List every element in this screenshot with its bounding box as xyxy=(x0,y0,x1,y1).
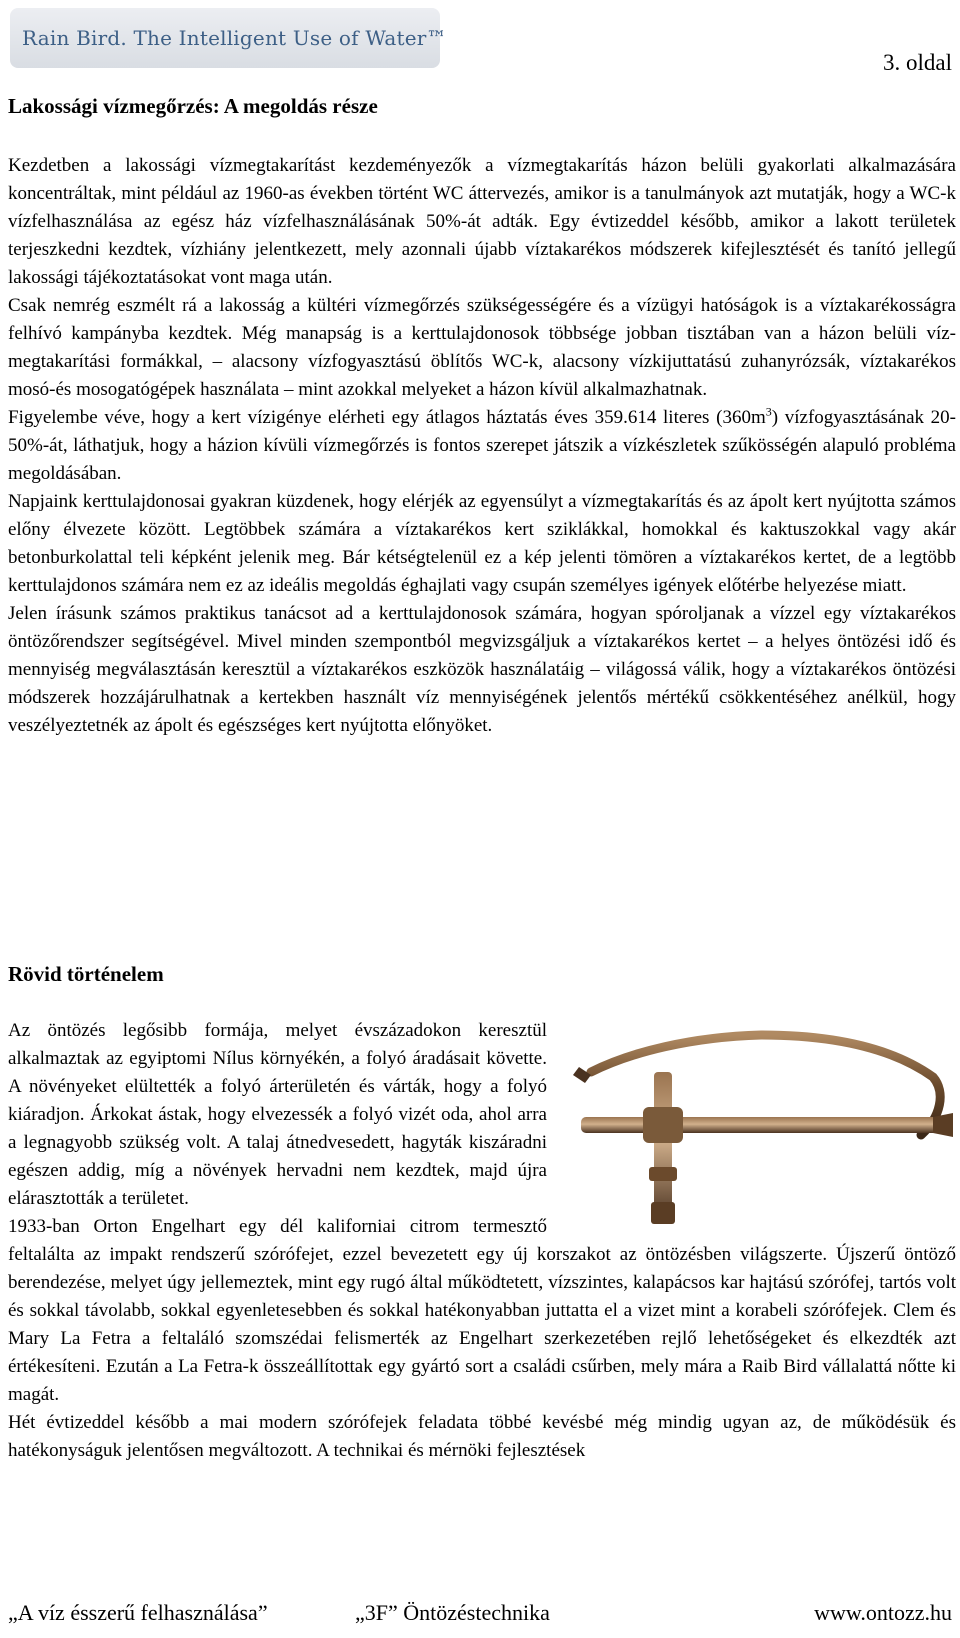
paragraph-text: Figyelembe véve, hogy a kert vízigénye elérheti egy átlagos háztatás éves 359.614 literes (360m xyxy=(8,407,766,428)
paragraph: Hét évtizeddel később a mai modern szórófejek feladata többé kevésbé még mindig ugyan az, de működésük és hatékonyságuk jelentősen megváltozott. A technikai és mérnöki fejlesztések xyxy=(8,1412,956,1461)
footer-center: „3F” Öntözéstechnika xyxy=(355,1600,550,1625)
paragraph: Az öntözés legősibb formája, melyet évszázadokon keresztül alkalmaztak az egyiptomi Nílus környékén, a folyó áradásait követte. A növényeket elültették a folyó árterületén és várták, hogy a folyó kiáradjon. Árkokat ástak, hogy elvezessék a folyó vizét oda, ahol arra a legnagyobb szükség volt. A talaj átnedvesedett, hagyták kiszáradni egészen addig, míg a növények hervadni nem kezdtek, majd újra elárasztották a területet. xyxy=(8,1020,547,1209)
impact-sprinkler-image xyxy=(561,1017,956,1232)
paragraph xyxy=(8,404,956,488)
paragraph: 1933-ban Orton Engelhart egy dél kaliforniai citrom termesztő feltalálta az impakt rendszerű szórófejet, ezzel bevezetett egy új korszakot az öntözésben világszerte. Újszerű öntöző berendezése, melyet úgy jellemeztek, mint egy rugó által működtetett, vízszintes, kalapácsos kar hajtású szórófej, tartós volt és sokkal távolabb, sokkal egyenletesebben és sokkal hatékonyabban juttatta el a vizet mint a korabeli szórófejek. Clem és Mary La Fetra a feltaláló szomszédai felismerték az Engelhart szerkezetében rejlő lehetőségeket és elkezdték azt értékesíteni. Ezután a La Fetra-k összeállítottak egy gyártó sort a családi csűrben, mely mára a Raib Bird vállalattá nőtte ki magát. xyxy=(8,1216,956,1405)
page-number: 3. oldal xyxy=(883,50,952,75)
footer-left: „A víz ésszerű felhasználása” xyxy=(8,1600,268,1625)
section-title: Rövid történelem xyxy=(8,962,164,986)
superscript: 3 xyxy=(765,404,772,419)
paragraph: Kezdetben a lakossági vízmegtakarítást kezdeményezők a vízmegtakarítás házon belüli gyakorlati alkalmazására koncentráltak, mint például az 1960-as években történt WC áttervezés, amikor is a tanulmányok azt mutatják, hogy a WC-k vízfelhasználása az egész ház vízfelhasználásának 50%-át adták. Egy évtizeddel később, amikor a lakott területek terjeszkedni kezdtek, vízhiány jelentkezett, mely azonnali újabb víztakarékos módszerek kifejlesztését és tanító jellegű lakossági tájékoztatásokat vont maga után. xyxy=(8,155,956,288)
page-footer xyxy=(0,1600,960,1630)
paragraph: Napjaink kerttulajdonosai gyakran küzdenek, hogy elérjék az egyensúlyt a vízmegtakarítás és az ápolt kert nyújtotta számos előny élvezete között. Legtöbbek számára a víztakarékos kert sziklákkal, homokkal és kaktuszokkal vagy akár betonburkolattal teli képként jelenik meg. Bár kétségtelenül ez a kép jelenti tömören a víztakarékos kertet, de a legtöbb kerttulajdonos számára nem ez az ideális megoldás éghajlati vagy csupán személyes igények előtérbe helyezése miatt. xyxy=(8,491,956,596)
paragraph-text: ) vízfogyasztásának 20-50%-át, láthatjuk, hogy a házion kívüli vízmegőrzés is fontos szerepet játszik a vízkészletek szűkösségén alapuló probléma megoldásában. xyxy=(8,407,956,484)
page-title: Lakossági vízmegőrzés: A megoldás része xyxy=(8,94,378,118)
logo-text: Rain Bird. The Intelligent Use of Water™ xyxy=(22,26,447,50)
paragraph: Jelen írásunk számos praktikus tanácsot ad a kerttulajdonosok számára, hogyan spóroljanak a vízzel egy víztakarékos öntözőrendszer segítségével. Mivel minden szempontból megvizsgáljuk a víztakarékos kertet – a helyes öntözési idő és mennyiség megválasztásán keresztül a víztakarékos eszközök használatáig – világossá válik, hogy a víztakarékos öntözési módszerek hozzájárulhatnak a kertekben használt víz mennyiségének jelentős mértékű csökkentéséhez anélkül, hogy veszélyeztetnék az ápolt és egészséges kert nyújtotta előnyöket. xyxy=(8,603,956,736)
paragraph: Csak nemrég eszmélt rá a lakosság a kültéri vízmegőrzés szükségességére és a vízügyi hatóságok is a víztakarékosságra felhívó kampányba kezdtek. Még manapság is a kerttulajdonosok többsége jobban tisztában van a házon belüli víz-megtakarítási formákkal, – alacsony vízfogyasztású öblítős WC-k, alacsony vízkijuttatású zuhanyrózsák, víztakarékos mosó-és mosogatógépek használata – mint azokkal melyeket a házon kívül alkalmazhatnak. xyxy=(8,295,956,400)
rain-bird-logo xyxy=(10,8,447,68)
history-text xyxy=(8,1017,956,1465)
footer-url: www.ontozz.hu xyxy=(814,1600,952,1625)
intro-text xyxy=(8,152,956,740)
